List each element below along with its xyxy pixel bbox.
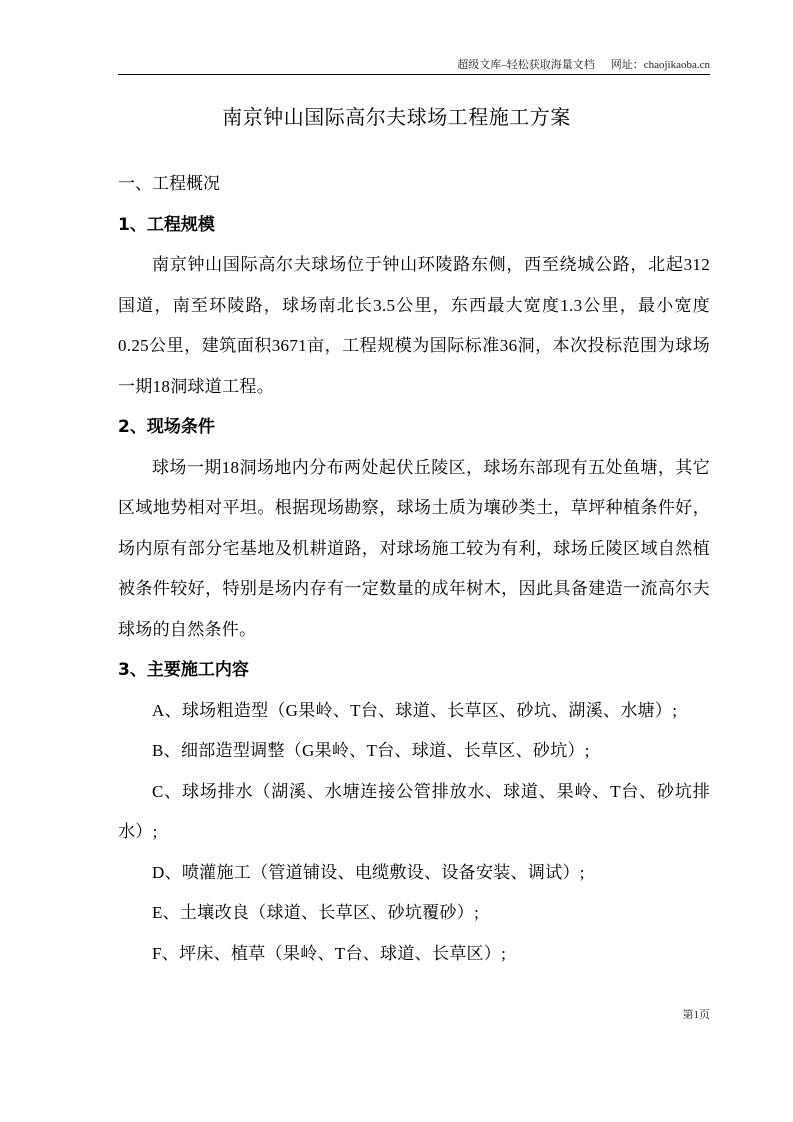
subsection-heading-main-works: 3、主要施工内容 <box>118 660 249 680</box>
list-item: A、球场粗造型（G果岭、T台、球道、长草区、砂坑、湖溪、水塘）; <box>152 700 678 720</box>
page-number: 第1页 <box>682 1009 710 1021</box>
document-title: 南京钟山国际高尔夫球场工程施工方案 <box>222 105 571 129</box>
header-site-name: 超级文库–轻松获取海量文档 <box>457 59 595 71</box>
subsection-heading-site-conditions: 2、现场条件 <box>118 417 215 437</box>
paragraph-site-conditions: 球场一期18洞场地内分布两处起伏丘陵区，球场东部现有五处鱼塘，其它区域地势相对平坦。根据现场勘察，球场土质为壤砂类土，草坪种植条件好，场内原有部分宅基地及机耕道路，对球场施工较为有利，球场丘陵区域自然植被条件较好，特别是场内存有一定数量的成年树木，因此具备建造一流高尔夫球场的自然条件。 <box>118 457 710 639</box>
list-item: B、细部造型调整（G果岭、T台、球道、长草区、砂坑）; <box>152 741 590 760</box>
list-item: C、球场排水（湖溪、水塘连接公管排放水、球道、果岭、T台、砂坑排水）; <box>118 781 710 841</box>
header-divider <box>118 74 710 75</box>
list-item: F、坪床、植草（果岭、T台、球道、长草区）; <box>152 943 507 963</box>
header-url: 网址：chaojikaoba.cn <box>610 59 710 71</box>
paragraph-scale: 南京钟山国际高尔夫球场位于钟山环陵路东侧，西至绕城公路，北起312国道，南至环陵路，球场南北长3.5公里，东西最大宽度1.3公里，最小宽度0.25公里，建筑面积3671亩，工程规模为国际标准36洞，本次投标范围为球场一期18洞球道工程。 <box>118 255 710 396</box>
section-heading-overview: 一、工程概况 <box>118 174 220 194</box>
list-item: E、土壤改良（球道、长草区、砂坑覆砂）; <box>152 903 480 922</box>
subsection-heading-scale: 1、工程规模 <box>118 214 215 235</box>
page-header <box>118 56 710 74</box>
list-item: D、喷灌施工（管道铺设、电缆敷设、设备安装、调试）; <box>152 862 585 882</box>
document-body <box>118 164 710 974</box>
